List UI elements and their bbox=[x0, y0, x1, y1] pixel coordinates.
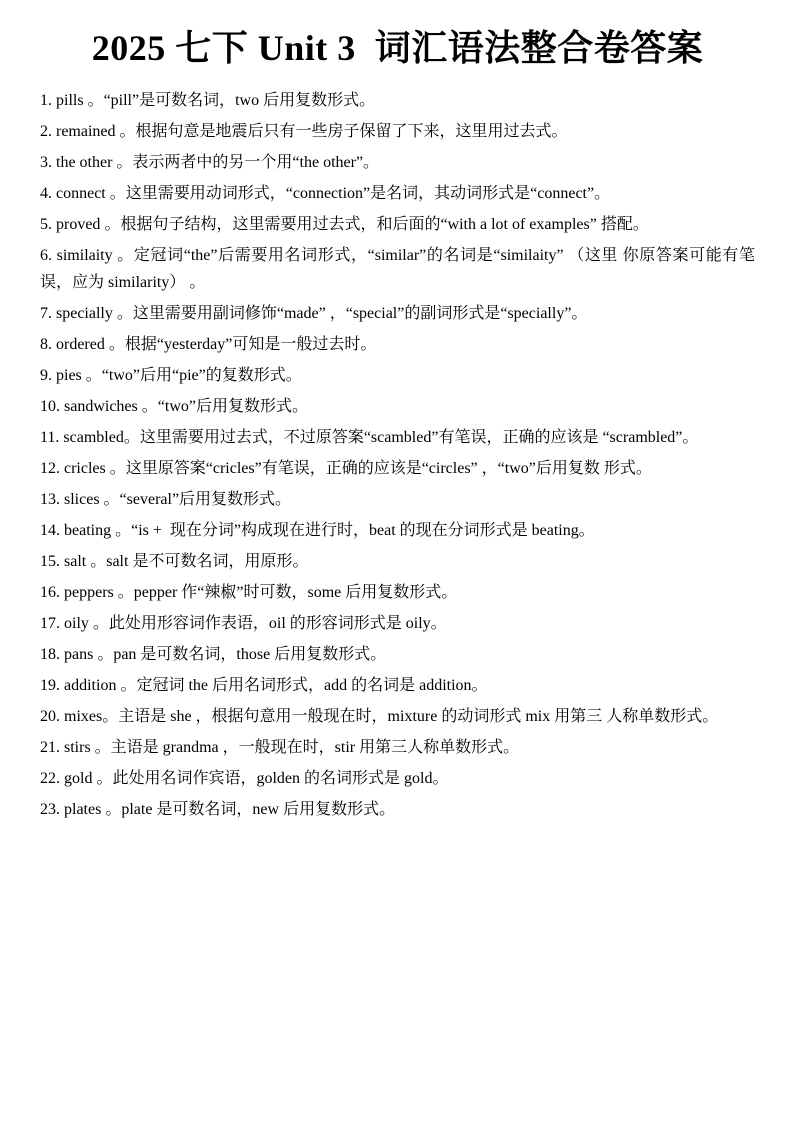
item-answer: cricles bbox=[64, 460, 106, 477]
item-number: 20. bbox=[40, 708, 60, 725]
item-answer: pans bbox=[64, 646, 94, 663]
item-answer: sandwiches bbox=[64, 398, 138, 415]
item-answer: specially bbox=[56, 305, 113, 322]
page-title: 2025 七下 Unit 3 词汇语法整合卷答案 bbox=[91, 28, 704, 68]
answer-item bbox=[40, 180, 755, 207]
item-answer: slices bbox=[64, 491, 100, 508]
item-number: 16. bbox=[40, 584, 60, 601]
item-number: 13. bbox=[40, 491, 60, 508]
item-explanation: 。表示两者中的另一个用“the other”。 bbox=[112, 154, 380, 171]
item-number: 2. bbox=[40, 123, 52, 140]
answer-item bbox=[40, 331, 755, 358]
item-number: 10. bbox=[40, 398, 60, 415]
item-number: 15. bbox=[40, 553, 60, 570]
item-explanation: 。“several”后用复数形式。 bbox=[99, 491, 292, 508]
answer-item bbox=[40, 703, 755, 730]
item-number: 14. bbox=[40, 522, 60, 539]
answer-item bbox=[40, 393, 755, 420]
item-answer: addition bbox=[64, 677, 117, 694]
item-number: 4. bbox=[40, 185, 52, 202]
item-answer: scambled bbox=[63, 429, 124, 446]
item-explanation: 。此处用形容词作表语，oil 的形容词形式是 oily。 bbox=[88, 615, 447, 632]
item-answer: mixes bbox=[64, 708, 103, 725]
item-explanation: 。这里原答案“cricles”有笔误，正确的应该是“circles” ，“two”后用复数 形式。 bbox=[105, 460, 652, 477]
item-answer: similaity bbox=[56, 247, 113, 264]
answer-item bbox=[40, 517, 755, 544]
item-answer: ordered bbox=[56, 336, 105, 353]
item-explanation: 。“two”后用“pie”的复数形式。 bbox=[81, 367, 302, 384]
answer-item bbox=[40, 579, 755, 606]
answer-item bbox=[40, 87, 755, 114]
item-number: 1. bbox=[40, 92, 52, 109]
item-explanation: 。主语是 grandma ，一般现在时，stir 用第三人称单数形式。 bbox=[90, 739, 520, 756]
item-explanation: 。salt 是不可数名词，用原形。 bbox=[86, 553, 309, 570]
item-number: 9. bbox=[40, 367, 52, 384]
answer-item bbox=[40, 610, 755, 637]
answer-item bbox=[40, 765, 755, 792]
item-number: 19. bbox=[40, 677, 60, 694]
item-explanation: 。这里需要用副词修饰“made” ，“special”的副词形式是“specially”。 bbox=[112, 305, 588, 322]
item-explanation: 。“is + 现在分词”构成现在进行时，beat 的现在分词形式是 beating。 bbox=[111, 522, 595, 539]
answer-item bbox=[40, 300, 755, 327]
answer-item bbox=[40, 362, 755, 389]
answer-item bbox=[40, 641, 755, 668]
answer-item bbox=[40, 149, 755, 176]
item-answer: proved bbox=[56, 216, 101, 233]
item-explanation: 。pan 是可数名词，those 后用复数形式。 bbox=[93, 646, 387, 663]
item-explanation: 。根据句子结构，这里需要用过去式，和后面的“with a lot of examples” 搭配。 bbox=[100, 216, 649, 233]
answer-list bbox=[40, 87, 755, 823]
item-explanation: 。定冠词 the 后用名词形式，add 的名词是 addition。 bbox=[116, 677, 488, 694]
item-explanation: 。plate 是可数名词，new 后用复数形式。 bbox=[101, 801, 396, 818]
item-number: 18. bbox=[40, 646, 60, 663]
item-answer: pies bbox=[56, 367, 82, 384]
item-explanation: 。这里需要用过去式，不过原答案“scambled”有笔误，正确的应该是 “scrambled”。 bbox=[123, 429, 699, 446]
item-answer: beating bbox=[64, 522, 112, 539]
item-number: 12. bbox=[40, 460, 60, 477]
answer-item bbox=[40, 486, 755, 513]
answer-item bbox=[40, 672, 755, 699]
answer-item bbox=[40, 548, 755, 575]
item-answer: salt bbox=[64, 553, 87, 570]
item-number: 3. bbox=[40, 154, 52, 171]
answer-item bbox=[40, 211, 755, 238]
item-explanation: 。根据句意是地震后只有一些房子保留了下来，这里用过去式。 bbox=[115, 123, 568, 140]
item-number: 17. bbox=[40, 615, 60, 632]
item-number: 21. bbox=[40, 739, 60, 756]
item-answer: plates bbox=[64, 801, 102, 818]
answer-item bbox=[40, 424, 755, 451]
item-answer: peppers bbox=[64, 584, 114, 601]
item-answer: remained bbox=[56, 123, 116, 140]
item-explanation: 。主语是 she ，根据句意用一般现在时，mixture 的动词形式 mix 用第三 人称单数形式。 bbox=[102, 708, 719, 725]
item-explanation: 。pepper 作“辣椒”时可数，some 后用复数形式。 bbox=[113, 584, 458, 601]
item-explanation: 。根据“yesterday”可知是一般过去时。 bbox=[104, 336, 377, 353]
item-explanation: 。“two”后用复数形式。 bbox=[137, 398, 308, 415]
answer-item bbox=[40, 242, 755, 296]
item-number: 22. bbox=[40, 770, 60, 787]
answer-item bbox=[40, 734, 755, 761]
item-explanation: 。“pill”是可数名词，two 后用复数形式。 bbox=[83, 92, 376, 109]
item-number: 7. bbox=[40, 305, 52, 322]
answer-item bbox=[40, 796, 755, 823]
item-answer: connect bbox=[56, 185, 106, 202]
item-answer: gold bbox=[64, 770, 93, 787]
item-explanation: 。此处用名词作宾语，golden 的名词形式是 gold。 bbox=[92, 770, 449, 787]
item-answer: oily bbox=[64, 615, 89, 632]
item-explanation: 。定冠词“the”后需要用名词形式，“similar”的名词是“similaity” （这里 你原答案可能有笔误，应为 similarity） 。 bbox=[40, 247, 755, 291]
answer-item bbox=[40, 118, 755, 145]
item-explanation: 。这里需要用动词形式，“connection”是名词，其动词形式是“connect”。 bbox=[105, 185, 611, 202]
item-number: 8. bbox=[40, 336, 52, 353]
item-number: 5. bbox=[40, 216, 52, 233]
item-answer: the other bbox=[56, 154, 113, 171]
item-number: 11. bbox=[40, 429, 60, 446]
item-answer: stirs bbox=[64, 739, 91, 756]
item-number: 6. bbox=[40, 247, 52, 264]
item-number: 23. bbox=[40, 801, 60, 818]
item-answer: pills bbox=[56, 92, 84, 109]
answer-item bbox=[40, 455, 755, 482]
